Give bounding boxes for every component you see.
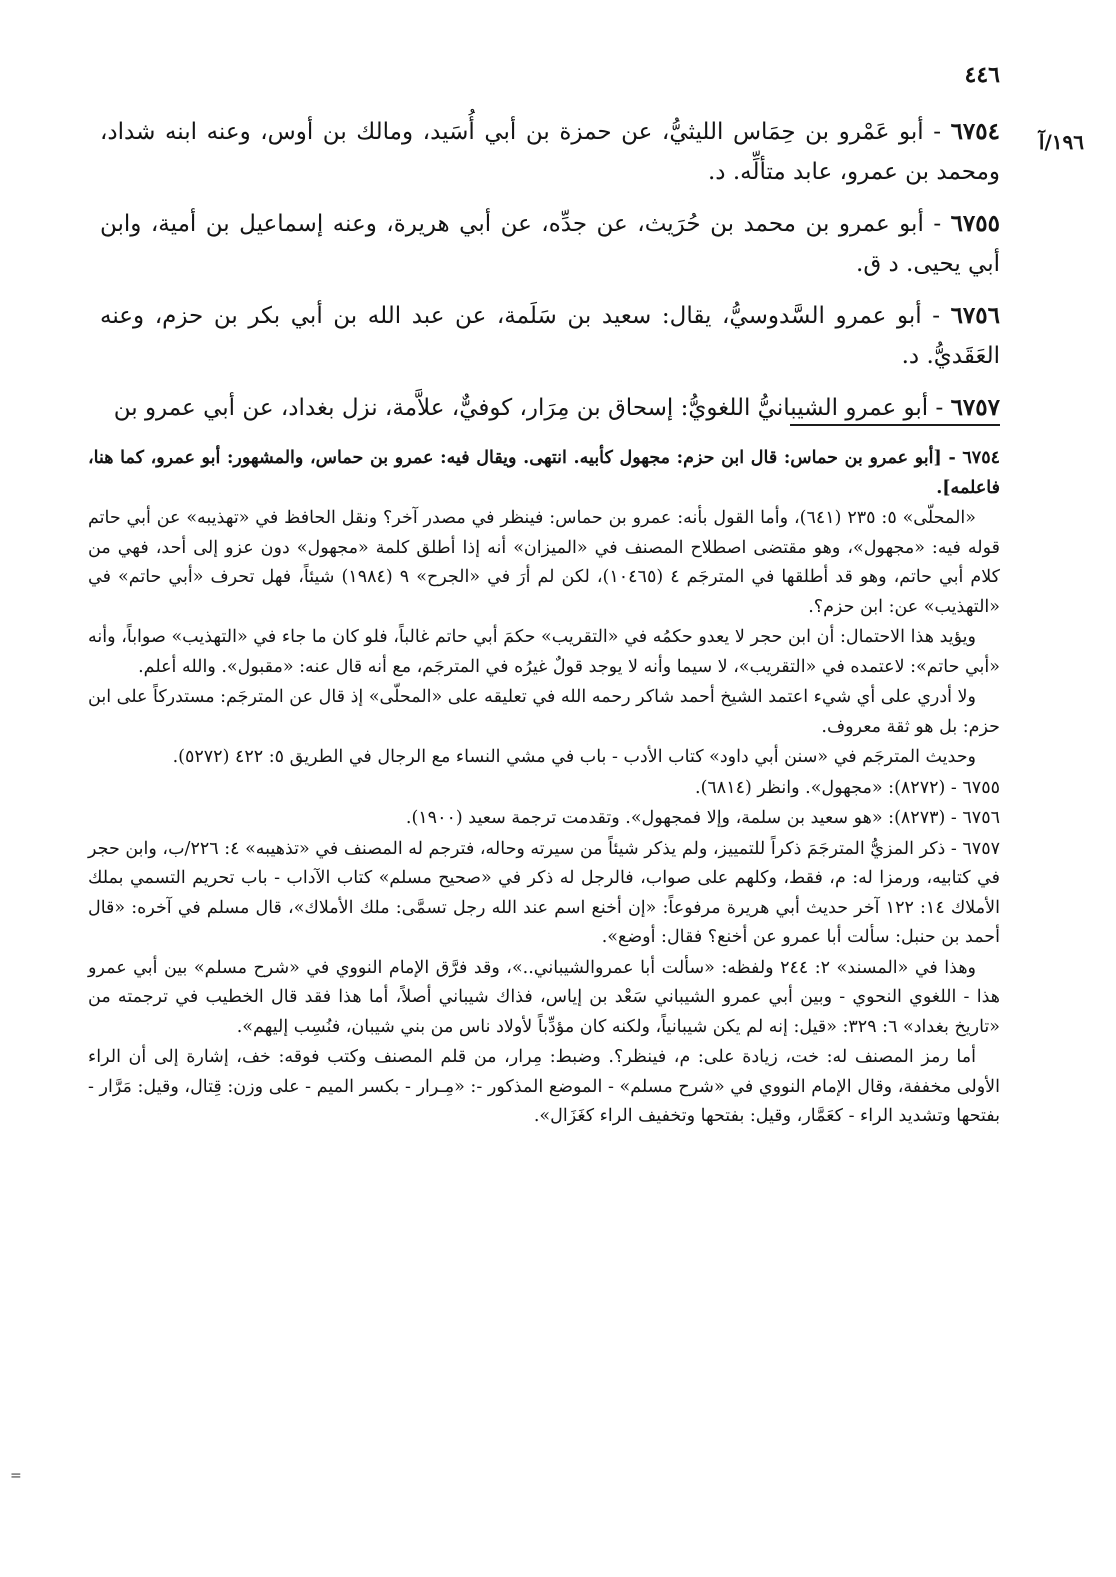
footnote-paragraph: ٦٧٥٤ - [أبو عمرو بن حماس: قال ابن حزم: مجهول كأبيه. انتهى. ويقال فيه: عمرو بن حماس، والمشهور: أبو عمرو، كما هنا، فاعلمه]. bbox=[88, 448, 1000, 498]
entry bbox=[100, 388, 1000, 428]
entry-number: ٦٧٥٦ bbox=[950, 302, 1000, 329]
footnote-paragraph: ٦٧٥٥ - (٨٢٧٢): «مجهول». وانظر (٦٨١٤). bbox=[695, 777, 1000, 798]
footnote-paragraph: وحديث المترجَم في «سنن أبي داود» كتاب الأدب - باب في مشي النساء مع الرجال في الطريق ٥: ٤٢٢ (٥٢٧٢). bbox=[172, 747, 976, 767]
entry bbox=[100, 112, 1000, 192]
footnote-paragraph: ٦٧٥٧ - ذكر المزيُّ المترجَمَ ذكراً للتمييز، ولم يذكر شيئاً من سيرته وحاله، فترجم له المصنف في «تذهيبه» ٤: ٢٢٦/ب، وابن حجر في كتابيه، ورمزا له: م، فقط، وكلهم على صواب، فالرجل له ذكر في «صحيح مسلم» كتاب الآداب - باب تحريم التسمي بملك الأملاك ١٤: ١٢٢ آخر حديث أبي هريرة مرفوعاً: «إن أخنع اسم عند الله رجل تسمَّى: ملك الأملاك»، قال مسلم في آخره: «قال أحمد بن حنبل: سألت أبا عمرو عن أخنع؟ فقال: أوضع». bbox=[88, 838, 1000, 947]
margin-folio-reference: ١٩٦/آ bbox=[1038, 130, 1084, 154]
footnote-divider bbox=[790, 424, 1000, 426]
margin-mark: = bbox=[10, 1468, 22, 1484]
footnote-paragraph: «المحلّى» ٥: ٢٣٥ (٦٤١)، وأما القول بأنه: عمرو بن حماس: فينظر في مصدر آخر؟ ونقل الحافظ في «تهذيبه» عن أبي حاتم قوله فيه: «مجهول»، وهو مقتضى اصطلاح المصنف في «الميزان» أنه إذا أطلق كلمة «مجهول» دون عزو إلى أحد، فهي من كلام أبي حاتم، وهو قد أطلقها في المترجَم ٤ (١٠٤٦٥)، لكن لم أرَ في «الجرح» ٩ (١٩٨٤) شيئاً، فهل تحرف «أبي حاتم» في «التهذيب» عن: ابن حزم؟. bbox=[88, 508, 1001, 617]
entry-text: - أبو عمرو السَّدوسيُّ، يقال: سعيد بن سَلَمة، عن عبد الله بن أبي بكر بن حزم، وعنه العَقَديُّ. د. bbox=[100, 303, 1000, 369]
footnote-paragraph: وهذا في «المسند» ٢: ٢٤٤ ولفظه: «سألت أبا عمروالشيباني..»، وقد فرَّق الإمام النووي في «شرح مسلم» بين أبي عمرو هذا - اللغوي النحوي - وبين أبي عمرو الشيباني سَعْد بن إياس، فذاك شيباني أصلاً، أما هذا فقد قال الخطيب في ترجمته من «تاريخ بغداد» ٦: ٣٢٩: «قيل: إنه لم يكن شيبانياً، ولكنه كان مؤدِّباً لأولاد ناس من بني شيبان، فنُسِب إليهم». bbox=[88, 957, 1000, 1037]
footnote-paragraph: ٦٧٥٦ - (٨٢٧٣): «هو سعيد بن سلمة، وإلا فمجهول». وتقدمت ترجمة سعيد (١٩٠٠). bbox=[405, 808, 1000, 828]
entry-number: ٦٧٥٤ bbox=[950, 118, 1000, 145]
entry-text: - أبو عمرو الشيبانيُّ اللغويُّ: إسحاق بن مِرَار، كوفيٌّ، علاَّمة، نزل بغداد، عن أبي عمرو بن bbox=[113, 395, 951, 421]
footnotes bbox=[88, 444, 1000, 1133]
page-number: ٤٤٦ bbox=[964, 62, 1000, 88]
entry bbox=[100, 204, 1000, 284]
entry-text: - أبو عمرو بن محمد بن حُرَيث، عن جدِّه، عن أبي هريرة، وعنه إسماعيل بن أمية، وابن أبي يحيى. د ق. bbox=[100, 211, 1000, 277]
footnote-paragraph: ويؤيد هذا الاحتمال: أن ابن حجر لا يعدو حكمُه في «التقريب» حكمَ أبي حاتم غالباً، فلو كان ما جاء في «التهذيب» صواباً، وأنه «أبي حاتم»: لاعتمده في «التقريب»، لا سيما وأنه لا يوجد قولٌ غيرُه في المترجَم، مع أنه قال عنه: «مقبول». والله أعلم. bbox=[88, 627, 1000, 677]
entry-number: ٦٧٥٧ bbox=[950, 394, 1000, 421]
footnote-paragraph: أما رمز المصنف له: خت، زيادة على: م، فينظر؟. وضبط: مِرار، من قلم المصنف وكتب فوقه: خف، إشارة إلى أن الراء الأولى مخففة، وقال الإمام النووي في «شرح مسلم» - الموضع المذكور -: «مِـرار - بكسر الميم - على وزن: قِتال، وقيل: مَرَّار - بفتحها وتشديد الراء - كعَمَّار، وقيل: بفتحها وتخفيف الراء كغَزَال». bbox=[88, 1047, 1000, 1126]
entry bbox=[100, 296, 1000, 376]
main-text bbox=[100, 112, 1000, 440]
entry-number: ٦٧٥٥ bbox=[950, 210, 1000, 237]
footnote-paragraph: ولا أدري على أي شيء اعتمد الشيخ أحمد شاكر رحمه الله في تعليقه على «المحلّى» إذ قال عن المترجَم: مستدركاً على ابن حزم: بل هو ثقة معروف. bbox=[88, 687, 1000, 737]
entry-text: - أبو عَمْرو بن حِمَاس الليثيُّ، عن حمزة بن أبي أُسَيد، ومالك بن أوس، وعنه ابنه شداد، ومحمد بن عمرو، عابد متألِّه. د. bbox=[100, 119, 1000, 185]
